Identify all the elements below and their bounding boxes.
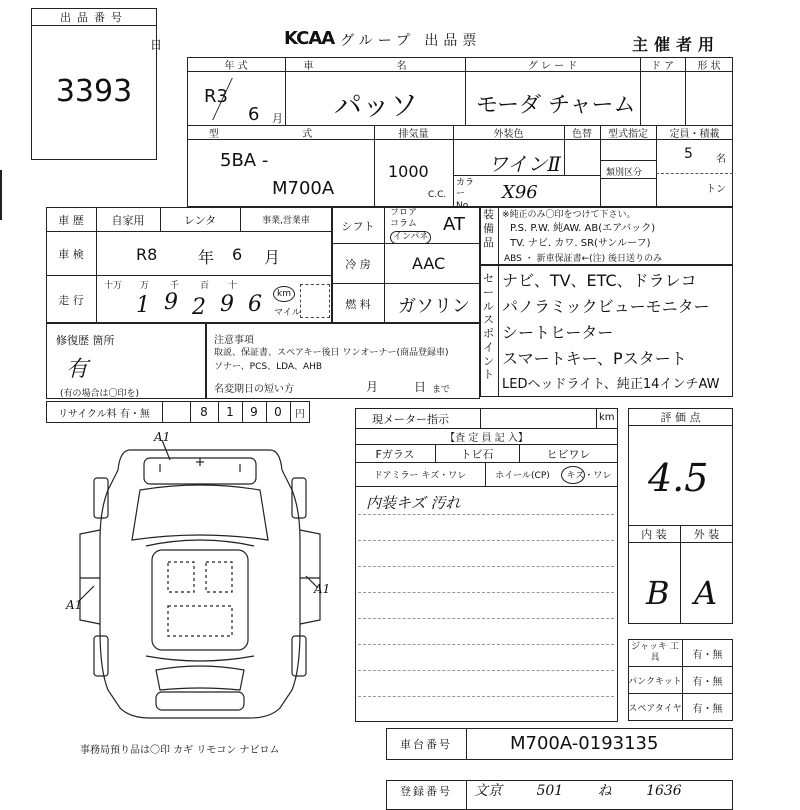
disp-value: 1000 (388, 162, 429, 181)
color-tag-label: 色替 (572, 129, 592, 140)
class-label: 類別区分 (606, 168, 643, 178)
extra-label: パンクキット (628, 676, 682, 687)
brand-logo: KCAA (284, 28, 335, 49)
mile-label: マイル (274, 308, 301, 318)
type-label: 型式指定 (608, 129, 648, 140)
wheel-label: ホイール(CP) (495, 470, 550, 481)
mirror-label: ドアミラー キズ・ワレ (373, 470, 467, 481)
ac-label: 冷 房 (345, 257, 371, 271)
stone-label: トビ石 (460, 447, 494, 461)
lot-number: 3393 (55, 73, 133, 109)
sales-item: パノラミックビューモニター (502, 297, 710, 316)
inspection-month-unit: 月 (264, 248, 281, 267)
interior-label: 内 装 (641, 528, 667, 541)
inspector-title: 【査 定 員 記 入】 (445, 432, 528, 444)
car-diagram (60, 430, 340, 730)
mileage-label: 走 行 (58, 293, 84, 307)
capacity-label: 定員・積載 (669, 129, 720, 140)
mileage-extra-box (300, 284, 330, 318)
extra-value: 有・無 (692, 676, 723, 688)
doors-label: ド ア (650, 61, 675, 72)
ton-unit: トン (706, 184, 726, 195)
recycle-digit: 9 (250, 405, 258, 419)
deadline-month: 月 (366, 380, 379, 394)
repair-value: 有 (66, 357, 89, 382)
cc-unit: C.C. (428, 190, 447, 200)
shift-options (390, 208, 431, 244)
crack-label: ヒビワレ (546, 447, 591, 461)
lot-box (31, 8, 157, 160)
mileage-digit-label: 十 (228, 281, 238, 291)
km-circle (273, 286, 295, 302)
mileage-digit-label: 万 (140, 281, 150, 291)
model-prefix: 5BA - (220, 150, 269, 171)
name-label: 車 名 (303, 61, 447, 72)
score-value: 4.5 (648, 456, 709, 500)
year-month: 6 (248, 104, 260, 125)
mileage-digit: 6 (248, 292, 262, 317)
model-code: M700A (272, 178, 335, 199)
inspection-era: R8 (136, 245, 158, 264)
sales-item: ナビ、TV、ETC、ドラレコ (502, 271, 697, 290)
year-era: R3 (204, 86, 228, 107)
diagram-footer: 事務局預り品は〇印 カギ リモコン ナビロム (80, 745, 280, 756)
repair-note: (有の場合は〇印を) (60, 389, 140, 399)
color-no-label: カラー No. (456, 178, 475, 211)
shift-column: コラム (390, 219, 417, 230)
margin-bar (0, 170, 2, 220)
sheet-title: グループ 出品票 (340, 33, 482, 49)
extra-label: スペアタイヤ (628, 703, 682, 714)
year-month-unit: 月 (272, 112, 283, 125)
registration-label: 登録番号 (400, 785, 452, 798)
chassis-value: M700A-0193135 (510, 733, 659, 754)
exterior-value: A (694, 574, 718, 612)
color-label: 外装色 (493, 129, 524, 140)
inspector-comment: 内装キズ 汚れ (366, 494, 461, 512)
equipment-label: 装備品 (483, 208, 494, 249)
margin-char: 日 (150, 38, 163, 52)
fuel-label: 燃 料 (345, 297, 371, 311)
deadline-day: 日 (414, 380, 427, 394)
mileage-digit-label: 百 (200, 281, 210, 291)
color-no-value: X96 (502, 182, 538, 203)
capacity-value: 5 (684, 146, 693, 162)
wheel-tag-circle (561, 466, 585, 484)
mileage-digit: 9 (220, 292, 234, 317)
equipment-line1: P.S. P.W. 純AW. AB(エアバック) (510, 223, 656, 234)
mileage-digit: 2 (192, 295, 206, 320)
exterior-label: 外 装 (693, 528, 720, 541)
deadline-suffix: まで (432, 385, 451, 395)
shape-label: 形 状 (697, 61, 721, 72)
damage-mark: A1 (66, 598, 83, 612)
damage-mark: A1 (154, 430, 171, 444)
score-label: 評 価 点 (660, 411, 701, 424)
color-value: ワインⅡ (488, 152, 561, 176)
damage-mark: A1 (314, 582, 331, 596)
shift-panel: インパネ (390, 231, 431, 244)
organizer-label: 主催者用 (632, 35, 721, 54)
notes-title: 注意事項 (214, 335, 254, 346)
year-label: 年 式 (224, 61, 248, 72)
mileage-digit: 9 (164, 290, 178, 315)
wheel-tag: キズ・ワレ (566, 470, 612, 481)
sales-item: LEDヘッドライト、純正14インチAW (502, 377, 720, 392)
disp-label: 排気量 (398, 129, 429, 140)
recycle-digit: 8 (200, 405, 208, 419)
registration-value: 文京 501 ね 1636 (474, 783, 682, 799)
shift-floor: フロア (390, 208, 418, 218)
equipment-note: ※純正のみ〇印をつけて下さい。 (502, 210, 636, 220)
extra-value: 有・無 (692, 703, 723, 715)
notes-line2: ソナー、PCS、LDA、AHB (214, 362, 323, 372)
title-area (240, 28, 570, 50)
ac-value: AAC (412, 254, 446, 273)
sales-label: セールスポイント (483, 272, 494, 382)
inspection-month: 6 (232, 245, 243, 264)
lot-label: 出品番号 (32, 9, 156, 26)
history-business: 事業,営業車 (262, 216, 310, 226)
km-label: km (277, 289, 291, 299)
meter-label: 現メーター指示 (372, 413, 449, 426)
grade-value: モーダ チャーム (476, 93, 636, 118)
mileage-digit: 1 (136, 293, 150, 318)
inspection-year-unit: 年 (198, 248, 215, 267)
history-rental: レンタ (183, 213, 217, 227)
capacity-unit: 名 (716, 154, 726, 165)
notes-line1: 取説、保証書、スペアキー後日 ワンオーナー(商品登録車) (214, 348, 449, 358)
deadline-label: 名変期日の短い方 (214, 384, 294, 395)
shift-value: AT (443, 214, 465, 235)
equipment-line2: TV. ナビ. カワ. SR(サンルーフ) (510, 238, 651, 249)
shift-label: シフト (341, 219, 375, 233)
history-private: 自家用 (111, 213, 145, 227)
mileage-digit-label: 千 (170, 281, 180, 291)
history-label: 車 歴 (58, 213, 84, 227)
car-name: パッソ (334, 89, 419, 122)
recycle-unit: 円 (295, 408, 305, 420)
sales-item: スマートキー、Pスタート (502, 349, 687, 368)
model-label: 型 式 (208, 129, 353, 140)
repair-label: 修復歴 箇所 (56, 334, 115, 347)
recycle-digit: 1 (226, 405, 234, 419)
recycle-label: リサイクル料 有・無 (58, 408, 150, 420)
extra-label: ジャッキ 工具 (631, 641, 679, 663)
meter-unit: km (599, 412, 615, 423)
recycle-digit: 0 (274, 405, 282, 419)
interior-value: B (646, 574, 670, 612)
inspection-label: 車 検 (58, 247, 84, 261)
mileage-digit-label: 十万 (104, 281, 123, 291)
sales-item: シートヒーター (502, 323, 614, 342)
equipment-line3: ABS ・ 新車保証書←(注) 後日送りのみ (504, 254, 663, 264)
chassis-label: 車台番号 (400, 738, 452, 751)
fuel-value: ガソリン (398, 296, 470, 317)
grade-label: グ レ ー ド (527, 61, 578, 72)
extra-value: 有・無 (692, 649, 723, 661)
glass-label: Fガラス (375, 447, 415, 461)
